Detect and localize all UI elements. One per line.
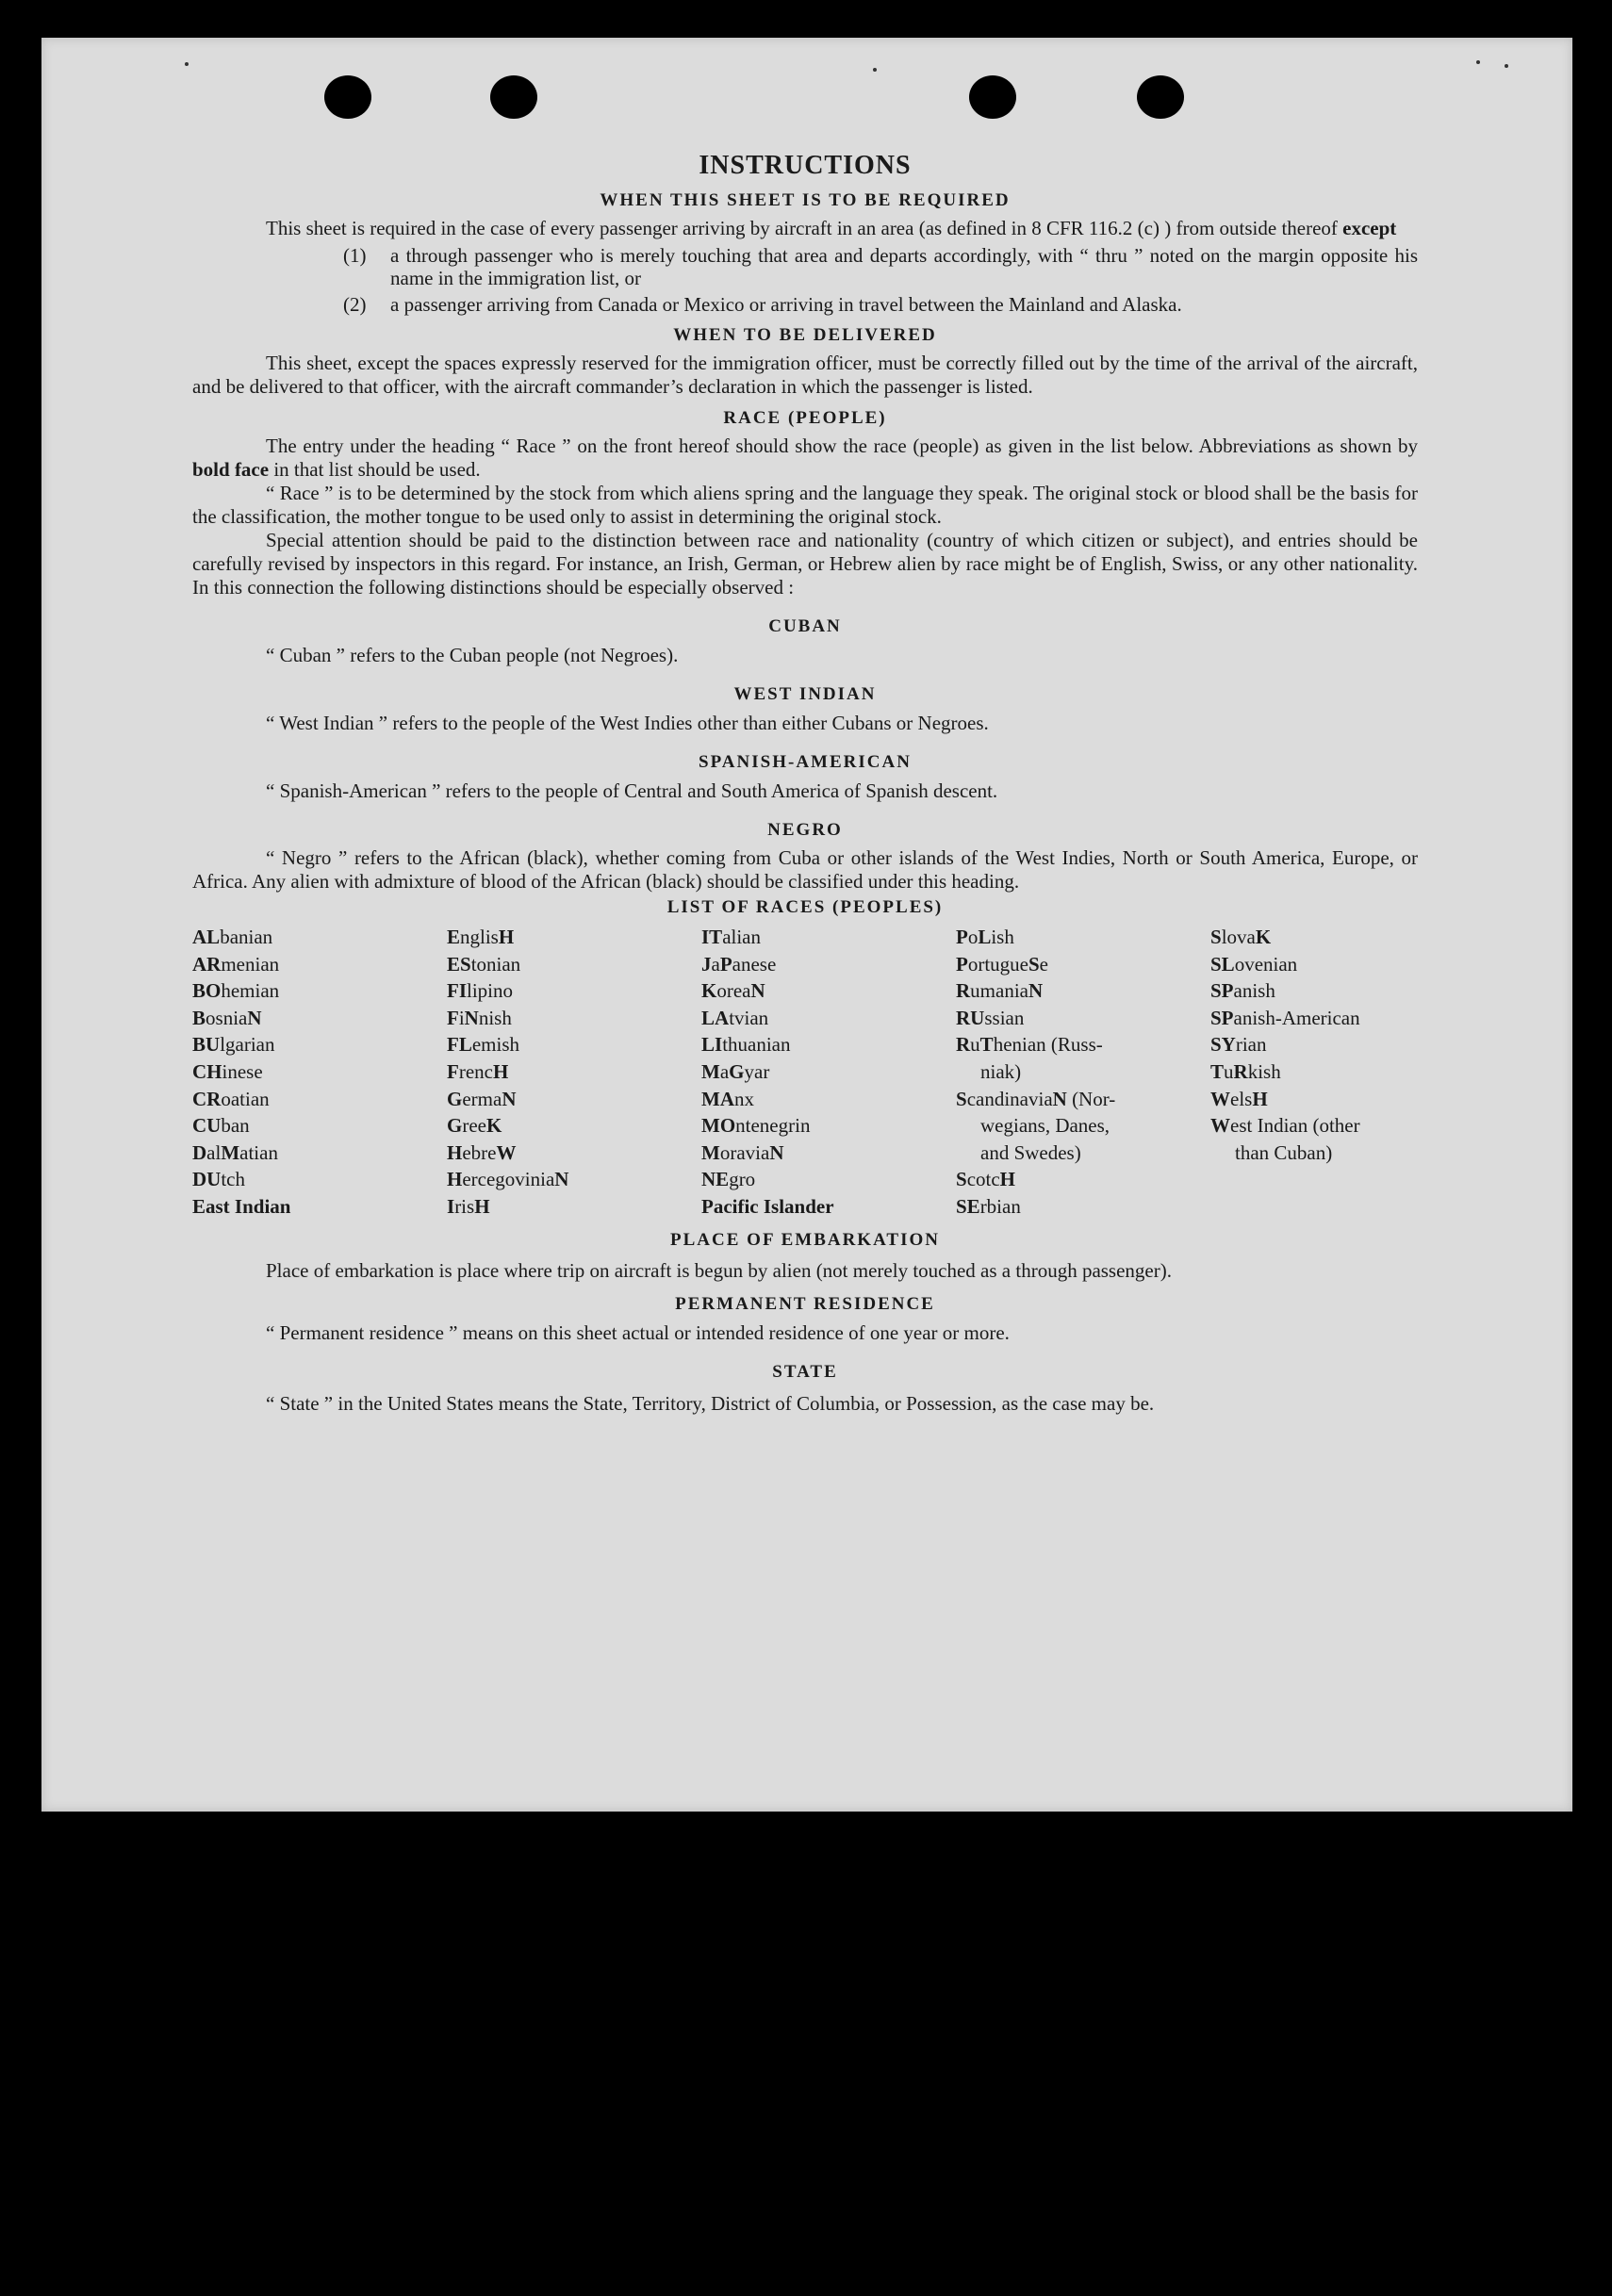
race-entry: EnglisH <box>447 926 515 948</box>
race-entry: SYrian <box>1210 1033 1267 1057</box>
heading-races-list: LIST OF RACES (PEOPLES) <box>666 897 944 917</box>
cuban-definition: “ Cuban ” refers to the Cuban people (not Negroes). <box>266 644 679 666</box>
races-column <box>1210 924 1465 1221</box>
race-entry: GermaN <box>447 1087 517 1110</box>
race-entry: SlovaK <box>1210 926 1272 948</box>
race-entry: SLovenian <box>1210 952 1298 976</box>
race-entry: MOntenegrin <box>701 1114 811 1138</box>
race-entry: IrisH <box>447 1194 490 1218</box>
race-entry: LIthuanian <box>701 1033 791 1057</box>
delivered-text: This sheet, except the spaces expressly reserved for the immigration officer, must be correctly filled out by the time of the arrival of the aircraft, and be delivered to that officer, with the aircraft commander’s declaration in which the passenger is listed. <box>192 352 1418 398</box>
heading-west-indian: WEST INDIAN <box>733 684 877 704</box>
residence-definition: “ Permanent residence ” means on this sheet actual or intended residence of one year or more. <box>266 1320 1010 1344</box>
race-entry: ScotcH <box>956 1168 1016 1191</box>
race-entry: East Indian <box>192 1194 291 1218</box>
race-entry: RuThenian (Russ- <box>956 1033 1103 1057</box>
race-entry: CRoatian <box>192 1087 270 1110</box>
race-entry: RUssian <box>956 1006 1025 1029</box>
race-entry: SPanish <box>1210 979 1275 1003</box>
race-entry: KoreaN <box>701 979 765 1003</box>
scan-speck <box>1476 60 1480 64</box>
race-entry: ARmenian <box>192 952 280 976</box>
race-entry: WelsH <box>1210 1087 1268 1110</box>
race-entry: RumaniaN <box>956 979 1044 1003</box>
race-paragraph-3: Special attention should be paid to the distinction between race and nationality (country of which citizen or subject), and entries should be carefully revised by inspectors in this regard. For instance, an Irish, German, or Hebrew alien by race might be of English, Swiss, or any other nationality. In this connection the following distinctions should be especially observed : <box>192 529 1418 599</box>
race-entry: FrencH <box>447 1059 509 1083</box>
punch-hole <box>324 75 371 119</box>
heading-cuban: CUBAN <box>768 616 842 636</box>
race-entry: SPanish-American <box>1210 1006 1360 1029</box>
instructions-body <box>192 151 1418 1419</box>
races-column <box>192 924 447 1221</box>
race-paragraph-1: The entry under the heading “ Race ” on the front hereof should show the race (people) as given in the list below. Abbreviations as shown by bold face in that list should be used. <box>192 435 1418 481</box>
page-title: INSTRUCTIONS <box>699 151 912 180</box>
race-entry: than Cuban) <box>1235 1140 1333 1164</box>
race-entry: niak) <box>980 1059 1022 1083</box>
heading-state: STATE <box>772 1361 838 1382</box>
race-entry: wegians, Danes, <box>980 1114 1110 1138</box>
scan-speck <box>873 68 877 72</box>
race-entry: and Swedes) <box>980 1140 1081 1164</box>
heading-spanish-american: SPANISH-AMERICAN <box>699 752 912 772</box>
race-entry: NEgro <box>701 1168 756 1191</box>
races-column <box>447 924 701 1221</box>
race-entry: FLemish <box>447 1033 520 1057</box>
race-entry: HebreW <box>447 1140 517 1164</box>
race-entry: PortugueSe <box>956 952 1048 976</box>
document-sheet <box>41 38 1572 1812</box>
race-entry: HercegoviniaN <box>447 1168 569 1191</box>
west-indian-definition: “ West Indian ” refers to the people of the West Indies other than either Cubans or Negroes. <box>266 712 989 734</box>
required-intro: This sheet is required in the case of every passenger arriving by aircraft in an area (as defined in 8 CFR 116.2 (c) ) from outside thereof except <box>266 217 1397 239</box>
heading-residence: PERMANENT RESIDENCE <box>675 1293 935 1314</box>
race-entry: BUlgarian <box>192 1033 275 1057</box>
race-entry: BosniaN <box>192 1006 262 1029</box>
race-entry: TuRkish <box>1210 1059 1281 1083</box>
race-entry: MAnx <box>701 1087 754 1110</box>
embarkation-text: Place of embarkation is place where trip on aircraft is begun by alien (not merely touched as a through passenger). <box>266 1258 1172 1282</box>
state-definition: “ State ” in the United States means the State, Territory, District of Columbia, or Possession, as the case may be. <box>266 1391 1155 1415</box>
punch-hole <box>969 75 1016 119</box>
punch-hole <box>1137 75 1184 119</box>
race-entry: West Indian (other <box>1210 1114 1360 1138</box>
race-entry: BOhemian <box>192 979 280 1003</box>
race-entry: SErbian <box>956 1194 1021 1218</box>
races-list <box>192 924 1418 1221</box>
negro-definition: “ Negro ” refers to the African (black), whether coming from Cuba or other islands of the West Indies, North or South America, Europe, or Africa. Any alien with admixture of blood of the African (black) should be classified under this heading. <box>192 846 1418 893</box>
races-column <box>701 924 956 1221</box>
race-entry: ALbanian <box>192 926 273 948</box>
race-entry: LAtvian <box>701 1006 769 1029</box>
punch-hole <box>490 75 537 119</box>
race-entry: FIlipino <box>447 979 514 1003</box>
race-entry: EStonian <box>447 952 521 976</box>
race-paragraph-2: “ Race ” is to be determined by the stock from which aliens spring and the language they speak. The original stock or blood shall be the basis for the classification, the mother tongue to be used only to assist in determining the original stock. <box>192 482 1418 528</box>
scan-speck <box>185 62 189 66</box>
exception-item-2: (2) a passenger arriving from Canada or Mexico or arriving in travel between the Mainland and Alaska. <box>343 293 1182 316</box>
race-entry: ScandinaviaN (Nor- <box>956 1087 1116 1110</box>
race-entry: ITalian <box>701 926 761 948</box>
race-entry: FiNnish <box>447 1006 512 1029</box>
races-column <box>956 924 1210 1221</box>
race-entry: CHinese <box>192 1059 263 1083</box>
heading-embarkation: PLACE OF EMBARKATION <box>670 1229 940 1250</box>
heading-negro: NEGRO <box>767 820 843 840</box>
race-entry: DUtch <box>192 1168 245 1191</box>
race-entry: DalMatian <box>192 1140 278 1164</box>
heading-delivered: WHEN TO BE DELIVERED <box>673 325 937 345</box>
exception-item-1: (1) a through passenger who is merely touching that area and departs accordingly, with “ thru ” noted on the margin opposite his name in the immigration list, or <box>343 244 1418 289</box>
heading-race: RACE (PEOPLE) <box>723 408 887 428</box>
race-entry: PoLish <box>956 926 1014 948</box>
scan-speck <box>1505 64 1508 68</box>
heading-required: WHEN THIS SHEET IS TO BE REQUIRED <box>600 190 1011 210</box>
race-entry: MaGyar <box>701 1059 770 1083</box>
race-entry: GreeK <box>447 1114 502 1138</box>
race-entry: Pacific Islander <box>701 1194 834 1218</box>
race-entry: MoraviaN <box>701 1140 784 1164</box>
race-entry: JaPanese <box>701 952 777 976</box>
spanish-american-definition: “ Spanish-American ” refers to the people of Central and South America of Spanish descent. <box>266 779 998 802</box>
race-entry: CUban <box>192 1114 250 1138</box>
